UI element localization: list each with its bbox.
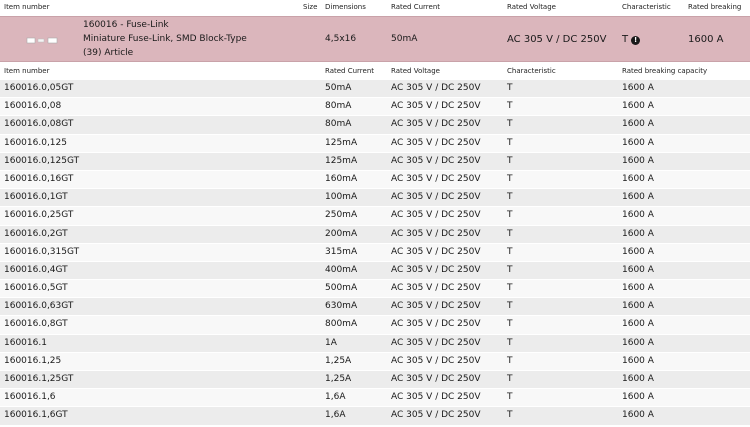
- table-row[interactable]: [0, 280, 750, 298]
- row-rated-voltage: AC 305 V / DC 250V: [391, 410, 481, 421]
- row-characteristic: T: [507, 319, 513, 330]
- table-row[interactable]: [0, 189, 750, 207]
- col-rated-current[interactable]: Rated Current: [391, 3, 441, 11]
- row-item-number[interactable]: 160016.0,4GT: [4, 264, 68, 275]
- table-row[interactable]: [0, 262, 750, 280]
- row-item-number[interactable]: 160016.0,315GT: [4, 246, 80, 257]
- row-characteristic: T: [507, 301, 513, 312]
- row-breaking-capacity: 1600 A: [622, 301, 654, 312]
- row-characteristic: T: [507, 392, 513, 403]
- row-rated-current: 125mA: [325, 137, 358, 148]
- row-rated-voltage: AC 305 V / DC 250V: [391, 392, 481, 403]
- row-characteristic: T: [507, 155, 513, 166]
- row-rated-voltage: AC 305 V / DC 250V: [391, 101, 481, 112]
- row-rated-current: 80mA: [325, 119, 352, 130]
- row-item-number[interactable]: 160016.1,6GT: [4, 410, 68, 421]
- row-characteristic: T: [507, 246, 513, 257]
- row-rated-voltage: AC 305 V / DC 250V: [391, 228, 481, 239]
- row-item-number[interactable]: 160016.0,125: [4, 137, 67, 148]
- row-item-number[interactable]: 160016.0,63GT: [4, 301, 74, 312]
- row-item-number[interactable]: 160016.0,5GT: [4, 283, 68, 294]
- row-item-number[interactable]: 160016.0,16GT: [4, 173, 74, 184]
- row-breaking-capacity: 1600 A: [622, 355, 654, 366]
- row-item-number[interactable]: 160016.0,05GT: [4, 83, 74, 93]
- product-rated-current: 50mA: [391, 34, 418, 44]
- row-item-number[interactable]: 160016.0,08GT: [4, 119, 74, 130]
- table-row[interactable]: [0, 244, 750, 262]
- row-rated-current: 50mA: [325, 83, 352, 93]
- product-breaking-capacity: 1600 A: [688, 34, 724, 45]
- table-row[interactable]: [0, 389, 750, 407]
- row-characteristic: T: [507, 374, 513, 384]
- row-rated-voltage: AC 305 V / DC 250V: [391, 355, 481, 366]
- row-rated-current: 1,25A: [325, 374, 352, 384]
- sub-col-item-number[interactable]: Item number: [4, 67, 50, 75]
- row-characteristic: T: [507, 210, 513, 221]
- article-table-header: [0, 62, 750, 80]
- row-characteristic: T: [507, 119, 513, 130]
- product-rated-voltage: AC 305 V / DC 250V: [507, 34, 607, 45]
- product-characteristic-value: T: [622, 34, 629, 45]
- row-item-number[interactable]: 160016.0,08: [4, 101, 62, 112]
- table-row[interactable]: [0, 207, 750, 225]
- row-rated-current: 160mA: [325, 173, 358, 184]
- row-rated-voltage: AC 305 V / DC 250V: [391, 264, 481, 275]
- row-item-number[interactable]: 160016.1: [4, 337, 47, 348]
- col-characteristic[interactable]: Characteristic: [622, 3, 671, 11]
- row-rated-current: 1,6A: [325, 392, 346, 403]
- sub-col-rated-voltage[interactable]: Rated Voltage: [391, 67, 440, 75]
- table-header: [0, 0, 750, 16]
- table-row[interactable]: [0, 226, 750, 244]
- row-rated-voltage: AC 305 V / DC 250V: [391, 192, 481, 203]
- sub-col-breaking[interactable]: Rated breaking capacity: [622, 67, 708, 75]
- row-rated-current: 315mA: [325, 246, 358, 257]
- row-breaking-capacity: 1600 A: [622, 101, 654, 112]
- row-breaking-capacity: 1600 A: [622, 210, 654, 221]
- row-breaking-capacity: 1600 A: [622, 228, 654, 239]
- article-table-body: [0, 80, 750, 426]
- table-row[interactable]: [0, 407, 750, 425]
- row-item-number[interactable]: 160016.0,2GT: [4, 228, 68, 239]
- row-breaking-capacity: 1600 A: [622, 283, 654, 294]
- row-breaking-capacity: 1600 A: [622, 264, 654, 275]
- row-characteristic: T: [507, 173, 513, 184]
- row-item-number[interactable]: 160016.0,8GT: [4, 319, 68, 330]
- row-breaking-capacity: 1600 A: [622, 392, 654, 403]
- table-row[interactable]: [0, 353, 750, 371]
- row-characteristic: T: [507, 355, 513, 366]
- row-rated-current: 630mA: [325, 301, 358, 312]
- table-row[interactable]: [0, 316, 750, 334]
- table-row[interactable]: [0, 298, 750, 316]
- row-rated-voltage: AC 305 V / DC 250V: [391, 301, 481, 312]
- row-rated-voltage: AC 305 V / DC 250V: [391, 155, 481, 166]
- row-breaking-capacity: 1600 A: [622, 137, 654, 148]
- table-row[interactable]: [0, 153, 750, 171]
- sub-col-characteristic[interactable]: Characteristic: [507, 67, 556, 75]
- row-rated-current: 200mA: [325, 228, 358, 239]
- row-breaking-capacity: 1600 A: [622, 337, 654, 348]
- row-characteristic: T: [507, 283, 513, 294]
- row-rated-current: 1,6A: [325, 410, 346, 421]
- row-rated-current: 80mA: [325, 101, 352, 112]
- table-row[interactable]: [0, 98, 750, 116]
- row-rated-voltage: AC 305 V / DC 250V: [391, 137, 481, 148]
- row-rated-current: 500mA: [325, 283, 358, 294]
- row-breaking-capacity: 1600 A: [622, 374, 654, 384]
- product-characteristic: [622, 34, 640, 45]
- row-breaking-capacity: 1600 A: [622, 83, 654, 93]
- fuse-thumbnail-icon: [26, 36, 60, 45]
- col-dimensions[interactable]: Dimensions: [325, 3, 366, 11]
- col-item-number[interactable]: Item number: [4, 3, 50, 11]
- row-rated-voltage: AC 305 V / DC 250V: [391, 246, 481, 257]
- row-item-number[interactable]: 160016.1,25: [4, 355, 62, 366]
- row-characteristic: T: [507, 101, 513, 112]
- product-subtitle: Miniature Fuse-Link, SMD Block-Type: [83, 34, 247, 44]
- row-rated-voltage: AC 305 V / DC 250V: [391, 319, 481, 330]
- table-row[interactable]: [0, 116, 750, 134]
- row-breaking-capacity: 1600 A: [622, 410, 654, 421]
- row-item-number[interactable]: 160016.0,125GT: [4, 155, 80, 166]
- col-rated-voltage[interactable]: Rated Voltage: [507, 3, 556, 11]
- row-rated-current: 800mA: [325, 319, 358, 330]
- row-rated-voltage: AC 305 V / DC 250V: [391, 83, 481, 93]
- row-breaking-capacity: 1600 A: [622, 319, 654, 330]
- table-row[interactable]: [0, 335, 750, 353]
- col-rated-breaking[interactable]: Rated breaking: [688, 3, 742, 11]
- row-characteristic: T: [507, 264, 513, 275]
- row-characteristic: T: [507, 83, 513, 93]
- row-characteristic: T: [507, 137, 513, 148]
- product-row[interactable]: [0, 16, 750, 62]
- product-title[interactable]: 160016 - Fuse-Link: [83, 20, 169, 30]
- row-rated-voltage: AC 305 V / DC 250V: [391, 173, 481, 184]
- row-item-number[interactable]: 160016.1,6: [4, 392, 56, 403]
- row-breaking-capacity: 1600 A: [622, 119, 654, 130]
- row-item-number[interactable]: 160016.0,25GT: [4, 210, 74, 221]
- table-row[interactable]: [0, 371, 750, 389]
- row-rated-voltage: AC 305 V / DC 250V: [391, 283, 481, 294]
- row-breaking-capacity: 1600 A: [622, 155, 654, 166]
- table-row[interactable]: [0, 171, 750, 189]
- row-characteristic: T: [507, 228, 513, 239]
- row-item-number[interactable]: 160016.0,1GT: [4, 192, 68, 203]
- row-rated-current: 100mA: [325, 192, 358, 203]
- row-characteristic: T: [507, 337, 513, 348]
- sub-col-rated-current[interactable]: Rated Current: [325, 67, 375, 75]
- table-row[interactable]: [0, 135, 750, 153]
- row-rated-current: 1,25A: [325, 355, 352, 366]
- row-breaking-capacity: 1600 A: [622, 173, 654, 184]
- row-rated-current: 125mA: [325, 155, 358, 166]
- row-rated-current: 400mA: [325, 264, 358, 275]
- row-rated-voltage: AC 305 V / DC 250V: [391, 119, 481, 130]
- row-rated-voltage: AC 305 V / DC 250V: [391, 374, 481, 384]
- row-rated-current: 1A: [325, 337, 337, 348]
- row-characteristic: T: [507, 192, 513, 203]
- row-breaking-capacity: 1600 A: [622, 192, 654, 203]
- row-characteristic: T: [507, 410, 513, 421]
- product-dimensions: 4,5x16: [325, 34, 357, 44]
- row-item-number[interactable]: 160016.1,25GT: [4, 374, 74, 384]
- table-row[interactable]: [0, 80, 750, 98]
- row-rated-voltage: AC 305 V / DC 250V: [391, 337, 481, 348]
- row-rated-current: 250mA: [325, 210, 358, 221]
- row-rated-voltage: AC 305 V / DC 250V: [391, 210, 481, 221]
- col-size[interactable]: Size: [303, 3, 318, 11]
- product-article-count[interactable]: (39) Article: [83, 48, 134, 58]
- row-breaking-capacity: 1600 A: [622, 246, 654, 257]
- info-icon[interactable]: !: [631, 36, 640, 45]
